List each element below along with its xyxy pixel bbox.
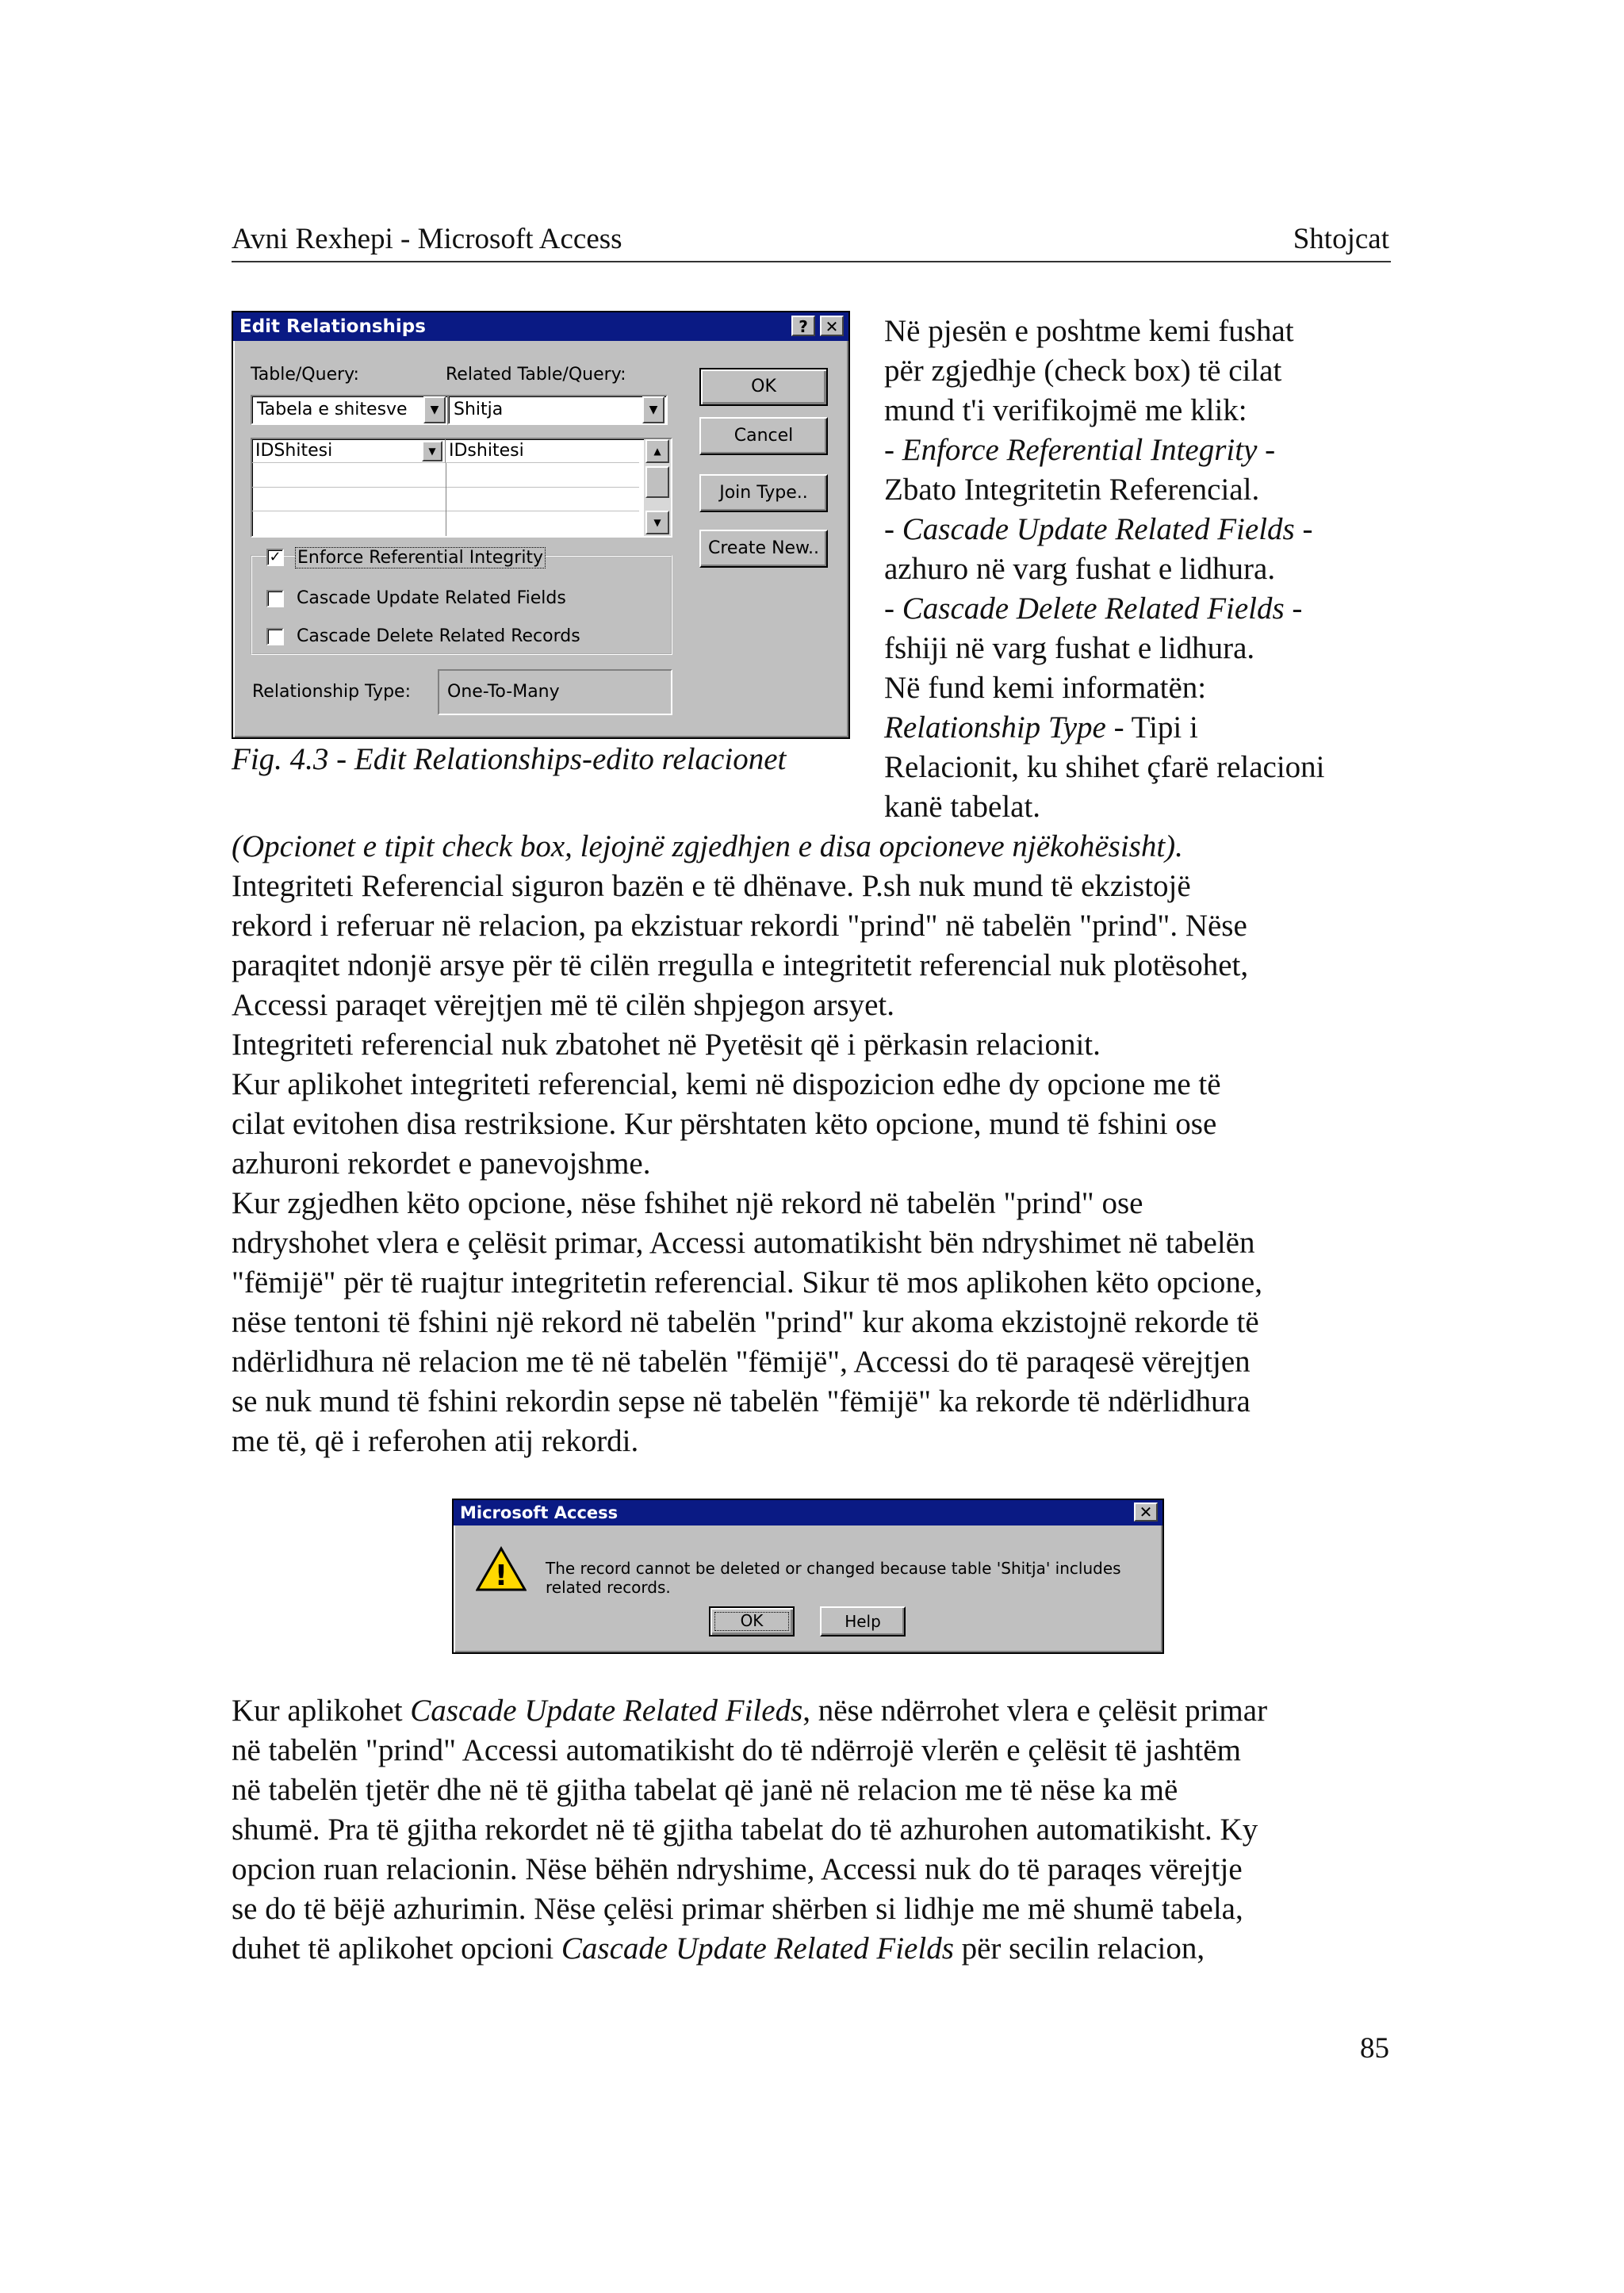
access-message-box: [452, 1499, 1164, 1654]
dialog-title: Edit Relationships: [239, 316, 426, 337]
running-header-title: Avni Rexhepi - Microsoft Access: [232, 223, 622, 255]
related-table-value: Shitja: [454, 400, 504, 419]
body-line-11: ndryshohet vlera e çelësit primar, Accessi automatikisht bën ndryshimet në tabelën: [232, 1226, 1255, 1260]
side-line-11: [884, 708, 1198, 748]
table-query-label-text: Table/Query:: [251, 365, 359, 385]
body-line-1: (Opcionet e tipit check box, lejojnë zgjedhjen e disa opcioneve njëkohësisht).: [232, 829, 1183, 863]
body-line-12: "fëmijë" për të ruajtur integritetin referencial. Sikur të mos aplikohen këto opcione,: [232, 1265, 1262, 1300]
side-line-8: [884, 589, 1302, 629]
msgbox-ok-button[interactable]: OK: [709, 1606, 795, 1636]
enforce-integrity-label[interactable]: Enforce Referential Integrity: [295, 547, 546, 568]
grid-cell-left-text: IDShitesi: [255, 441, 333, 461]
body2-line-1-end: , nëse ndërrohet vlera e çelësit primar: [802, 1694, 1268, 1728]
side-line-8-sep: -: [1284, 591, 1303, 626]
related-table-select[interactable]: [447, 395, 668, 425]
side-line-4-sep: -: [1257, 433, 1276, 467]
enforce-integrity-checkbox[interactable]: ✓: [266, 549, 284, 566]
body2-line-2: në tabelën "prind" Accessi automatikisht do të ndërrojë vlerën e çelësit të jashtëm: [232, 1733, 1241, 1767]
side-line-4-dash: -: [884, 433, 902, 467]
body2-line-1: [232, 1691, 1267, 1731]
cancel-button[interactable]: Cancel: [699, 417, 828, 455]
side-line-10: Në fund kemi informatën:: [884, 671, 1207, 705]
dialog-titlebar: [233, 312, 848, 341]
close-icon[interactable]: ✕: [820, 316, 844, 336]
body-line-8: cilat evitohen disa restriksione. Kur përshtaten këto opcione, mund të fshini ose: [232, 1107, 1217, 1141]
grid-cell-right-text: IDshitesi: [449, 441, 524, 461]
related-table-label: Related Table/Query:: [446, 365, 626, 385]
body2-line-7: [232, 1929, 1205, 1969]
side-line-9: fshiji në varg fushat e lidhura.: [884, 631, 1255, 665]
table-query-select[interactable]: [251, 395, 449, 425]
body-line-9: azhuroni rekordet e panevojshme.: [232, 1146, 651, 1181]
side-line-3: mund t'i verifikojmë me klik:: [884, 393, 1247, 427]
body-line-4: paraqitet ndonjë arsye për të cilën rregulla e integritetit referencial nuk plotësohet,: [232, 948, 1249, 982]
chevron-down-icon[interactable]: ▼: [422, 441, 442, 461]
header-rule: [232, 261, 1391, 262]
relationship-type-label: Relationship Type:: [252, 682, 411, 702]
cascade-delete-checkbox[interactable]: [266, 628, 284, 645]
body-line-3: rekord i referuar në relacion, pa ekzistuar rekordi "prind" në tabelën "prind". Nëse: [232, 909, 1247, 943]
msgbox-titlebar: [454, 1500, 1162, 1525]
body-line-5: Accessi paraqet vërejtjen më të cilën shpjegon arsyet.: [232, 988, 894, 1022]
chevron-down-icon[interactable]: ▼: [423, 396, 446, 423]
body2-line-4: shumë. Pra të gjitha rekordet në të gjitha tabelat do të azhurohen automatikisht. Ky: [232, 1813, 1258, 1847]
side-line-6-term: Cascade Update Related Fields: [902, 512, 1295, 546]
side-line-2: për zgjedhje (check box) të cilat: [884, 354, 1282, 388]
warning-icon: [476, 1546, 527, 1592]
body-line-14: ndërlidhura në relacion me të në tabelën "fëmijë", Accessi do të paraqesë vërejtjen: [232, 1345, 1251, 1379]
body2-line-3: në tabelën tjetër dhe në të gjitha tabelat që janë në relacion me të nëse ka më: [232, 1773, 1178, 1807]
grid-cell-right[interactable]: [446, 439, 639, 463]
side-line-4-term: Enforce Referential Integrity: [902, 433, 1258, 467]
table-query-label: [251, 365, 359, 385]
cascade-update-label[interactable]: Cascade Update Related Fields: [297, 588, 566, 608]
close-icon[interactable]: ✕: [1134, 1503, 1158, 1522]
side-line-12: Relacionit, ku shihet çfarë relacioni: [884, 750, 1325, 784]
body2-line-7-start: duhet të aplikohet opcioni: [232, 1931, 561, 1966]
side-line-13: kanë tabelat.: [884, 790, 1041, 824]
help-icon[interactable]: ?: [791, 316, 815, 336]
side-line-11-term: Relationship Type: [884, 710, 1106, 745]
join-type-button[interactable]: Join Type..: [699, 474, 828, 512]
side-line-8-term: Cascade Delete Related Fields: [902, 591, 1285, 626]
side-line-1: Në pjesën e poshtme kemi fushat: [884, 314, 1294, 348]
running-header-section: Shtojcat: [1293, 223, 1389, 255]
body2-line-1-term: Cascade Update Related Fileds: [410, 1694, 803, 1728]
cascade-update-checkbox[interactable]: [266, 590, 284, 607]
side-line-8-dash: -: [884, 591, 902, 626]
body2-line-1-start: Kur aplikohet: [232, 1694, 411, 1728]
body2-line-7-term: Cascade Update Related Fields: [561, 1931, 954, 1966]
msgbox-title: Microsoft Access: [460, 1503, 619, 1522]
body-line-7: Kur aplikohet integriteti referencial, kemi në dispozicion edhe dy opcione me të: [232, 1067, 1221, 1101]
body-line-2: Integriteti Referencial siguron bazën e të dhënave. P.sh nuk mund të ekzistojë: [232, 869, 1191, 903]
side-line-11-rest: - Tipi i: [1105, 710, 1198, 745]
body2-line-6: se do të bëjë azhurimin. Nëse çelësi primar shërben si lidhje me më shumë tabela,: [232, 1892, 1243, 1926]
figure-caption: Fig. 4.3 - Edit Relationships-edito relacionet: [232, 742, 787, 776]
table-query-value: Tabela e shitesve: [257, 400, 408, 419]
create-new-button[interactable]: Create New..: [699, 530, 828, 568]
scroll-thumb[interactable]: [645, 466, 669, 498]
msgbox-message: The record cannot be deleted or changed because table 'Shitja' includes related records.: [546, 1559, 1121, 1597]
side-line-7: azhuro në varg fushat e lidhura.: [884, 552, 1276, 586]
cascade-delete-label[interactable]: Cascade Delete Related Records: [297, 626, 580, 646]
relationship-type-value: One-To-Many: [438, 669, 672, 715]
body2-line-5: opcion ruan relacionin. Nëse bëhën ndryshime, Accessi nuk do të paraqes vërejtje: [232, 1852, 1243, 1886]
warning-icon-glyph: !: [494, 1560, 508, 1592]
edit-relationships-dialog: [232, 311, 850, 739]
page-number: 85: [1360, 2032, 1389, 2065]
side-line-6-dash: -: [884, 512, 902, 546]
scroll-up-icon[interactable]: ▲: [645, 439, 669, 463]
side-line-4: [884, 431, 1275, 470]
body-line-15: se nuk mund të fshini rekordin sepse në tabelën "fëmijë" ka rekorde të ndërlidhura: [232, 1384, 1251, 1418]
side-line-6-sep: -: [1294, 512, 1313, 546]
ok-button[interactable]: OK: [699, 368, 828, 406]
body-line-6: Integriteti referencial nuk zbatohet në Pyetësit që i përkasin relacionit.: [232, 1028, 1101, 1062]
field-grid[interactable]: [251, 438, 672, 538]
body-line-16: me të, që i referohen atij rekordi.: [232, 1424, 639, 1458]
body-line-13: nëse tentoni të fshini një rekord në tabelën "prind" kur akoma ekzistojnë rekorde të: [232, 1305, 1259, 1339]
grid-cell-left[interactable]: [252, 439, 446, 463]
side-line-6: [884, 510, 1312, 549]
scroll-down-icon[interactable]: ▼: [645, 511, 669, 534]
body2-line-7-end: për secilin relacion,: [953, 1931, 1205, 1966]
side-line-5: Zbato Integritetin Referencial.: [884, 473, 1260, 507]
chevron-down-icon[interactable]: ▼: [642, 396, 665, 423]
body-line-10: Kur zgjedhen këto opcione, nëse fshihet një rekord në tabelën "prind" ose: [232, 1186, 1143, 1220]
grid-scrollbar[interactable]: [644, 439, 671, 536]
msgbox-help-button[interactable]: Help: [820, 1606, 906, 1636]
